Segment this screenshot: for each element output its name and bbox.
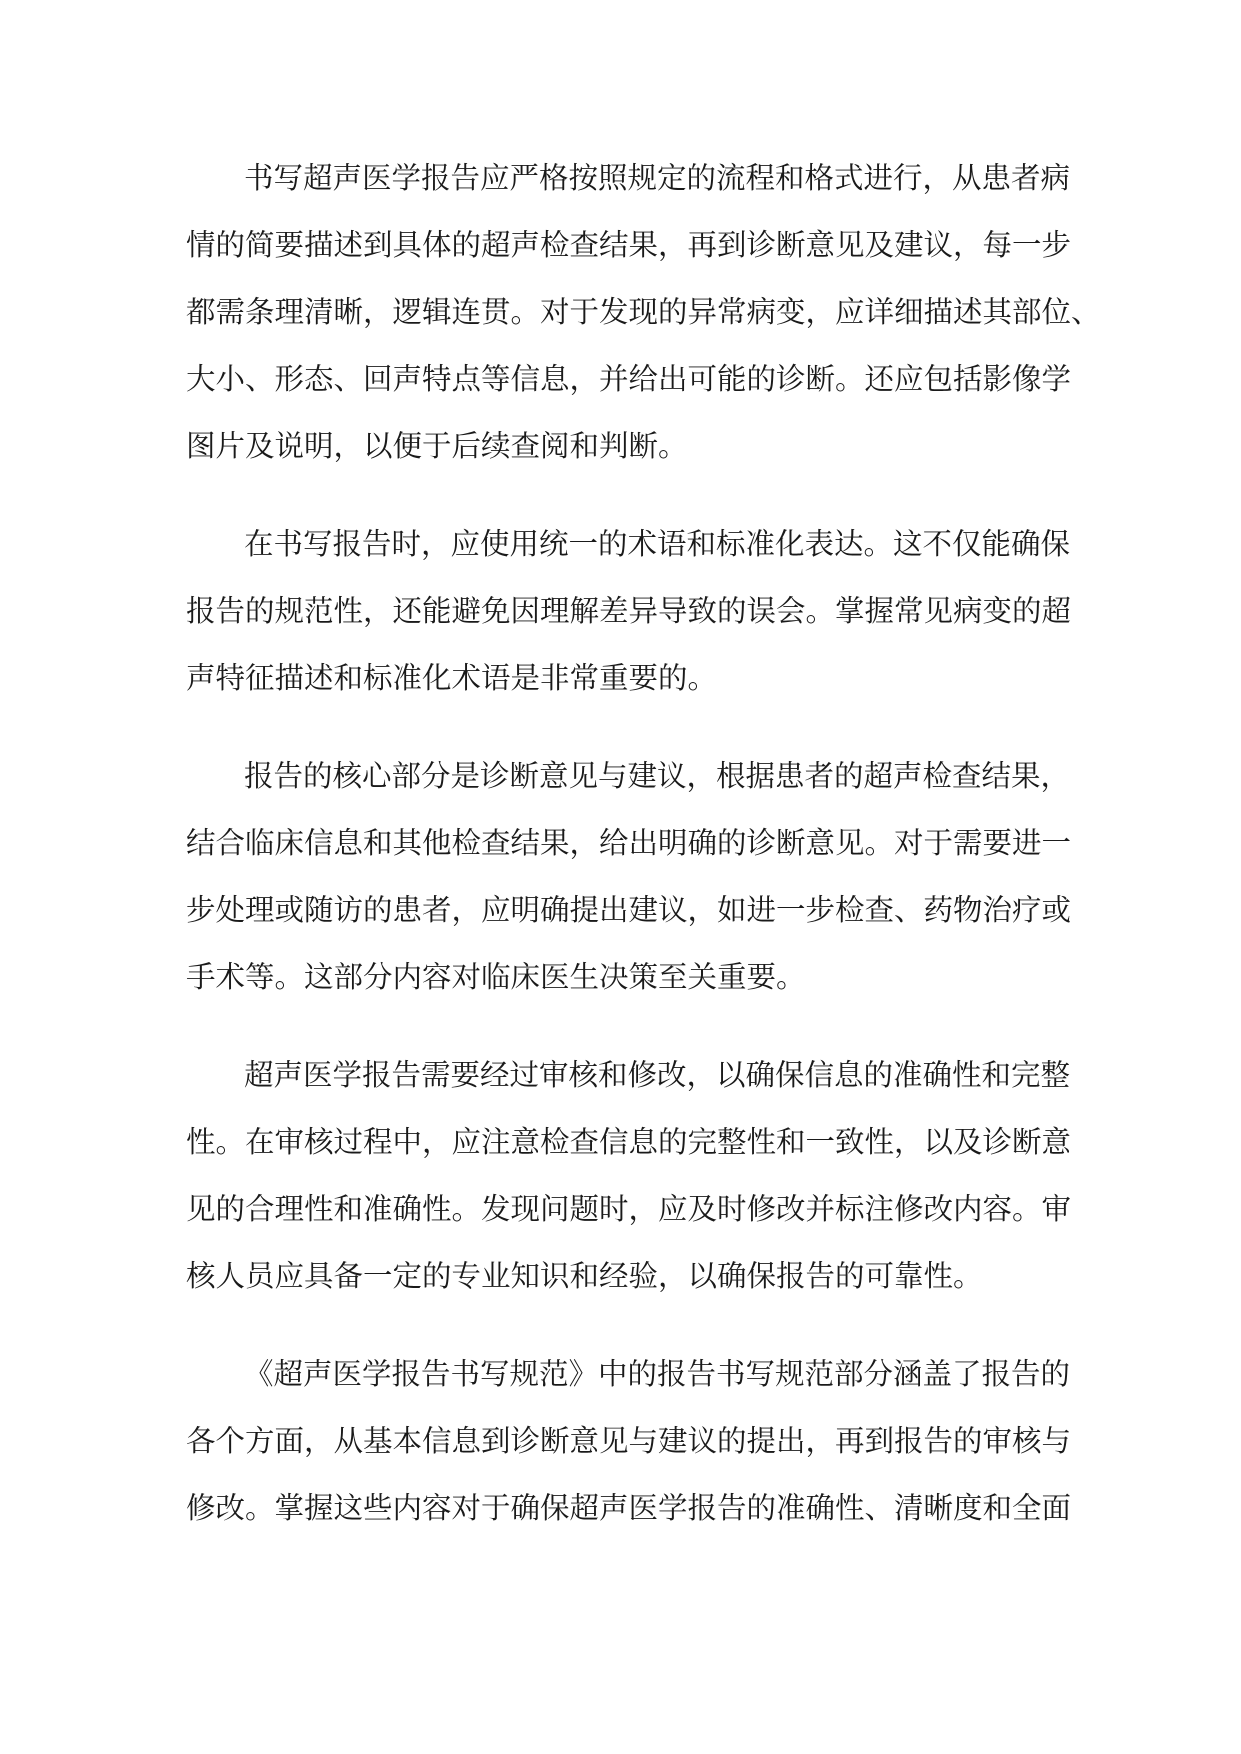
text-line: 书写超声医学报告应严格按照规定的流程和格式进行，从患者病 bbox=[244, 161, 1071, 195]
paragraph-terminology bbox=[186, 511, 1072, 712]
paragraph-summary bbox=[186, 1341, 1072, 1542]
text-line: 结合临床信息和其他检查结果，给出明确的诊断意见。对于需要进一 bbox=[186, 826, 1072, 860]
text-line: 声特征描述和标准化术语是非常重要的。 bbox=[186, 661, 718, 695]
text-line: 手术等。这部分内容对临床医生决策至关重要。 bbox=[186, 960, 806, 994]
text-line: 见的合理性和准确性。发现问题时，应及时修改并标注修改内容。审 bbox=[186, 1192, 1072, 1226]
text-line: 都需条理清晰，逻辑连贯。对于发现的异常病变，应详细描述其部位、 bbox=[186, 295, 1101, 329]
body-text bbox=[186, 145, 1101, 1542]
paragraph-review bbox=[186, 1042, 1072, 1310]
text-line: 报告的核心部分是诊断意见与建议，根据患者的超声检查结果， bbox=[244, 759, 1071, 793]
text-line: 步处理或随访的患者，应明确提出建议，如进一步检查、药物治疗或 bbox=[186, 893, 1072, 927]
paragraph-diagnosis bbox=[186, 743, 1072, 1011]
text-line: 核人员应具备一定的专业知识和经验，以确保报告的可靠性。 bbox=[186, 1259, 983, 1293]
text-line: 情的简要描述到具体的超声检查结果，再到诊断意见及建议，每一步 bbox=[186, 228, 1072, 262]
text-line: 在书写报告时，应使用统一的术语和标准化表达。这不仅能确保 bbox=[244, 527, 1071, 561]
text-line: 超声医学报告需要经过审核和修改，以确保信息的准确性和完整 bbox=[244, 1058, 1071, 1092]
text-line: 修改。掌握这些内容对于确保超声医学报告的准确性、清晰度和全面 bbox=[186, 1491, 1072, 1525]
text-line: 图片及说明，以便于后续查阅和判断。 bbox=[186, 429, 688, 463]
paragraph-report-process bbox=[186, 145, 1101, 480]
text-line: 各个方面，从基本信息到诊断意见与建议的提出，再到报告的审核与 bbox=[186, 1424, 1072, 1458]
text-line: 大小、形态、回声特点等信息，并给出可能的诊断。还应包括影像学 bbox=[186, 362, 1072, 396]
text-line: 《超声医学报告书写规范》中的报告书写规范部分涵盖了报告的 bbox=[244, 1357, 1071, 1391]
text-line: 性。在审核过程中，应注意检查信息的完整性和一致性，以及诊断意 bbox=[186, 1125, 1072, 1159]
text-line: 报告的规范性，还能避免因理解差异导致的误会。掌握常见病变的超 bbox=[186, 594, 1072, 628]
